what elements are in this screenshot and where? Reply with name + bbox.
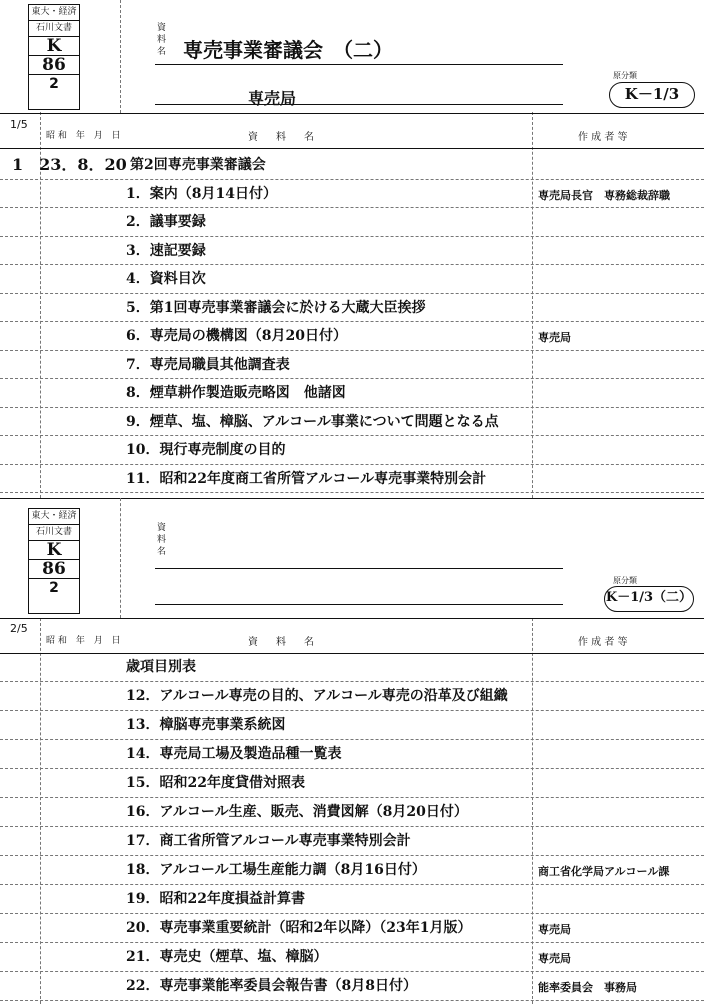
row-divider [0,739,704,740]
archive-stamp [28,4,80,110]
header-author: 作 成 者 等 [578,132,628,143]
stamp-line1: 東大・経済 [29,5,79,21]
header-name-2: 資 料 名 [248,637,318,648]
row-title: 13．樟脳専売事業系統図 [126,717,286,733]
stamp2-line3: K [46,540,62,560]
header-date: 昭和 年 月 日 [46,131,124,141]
stamp-line2: 石川文書 [29,21,79,37]
row-divider [0,971,704,972]
row-title: 4．資料目次 [126,271,206,287]
stamp2-line2: 石川文書 [29,525,79,541]
header-name: 資 料 名 [248,132,318,143]
row-author: 能率委員会 事務局 [538,981,637,994]
row-title: 22．専売事業能率委員会報告書（8月8日付） [126,978,417,994]
header-date-2: 昭和 年 月 日 [46,636,124,646]
row-title: 歳項目別表 [126,659,196,675]
row-divider [0,884,704,885]
row-divider [0,179,704,180]
row-divider [0,492,704,493]
row-title: 9．煙草、塩、樟脳、アルコール事業について問題となる点 [126,413,499,430]
row-title: 第2回専売事業審議会 [130,157,266,173]
row-title: 8．煙草耕作製造販売略図 他諸図 [126,385,346,401]
doc-title: 専売事業審議会 （二） [183,38,393,62]
row-title: 20．専売事業重要統計（昭和2年以降）（23年1月版） [126,920,472,936]
row-title: 17．商工省所管アルコール専売事業特別会計 [126,833,411,849]
stamp-line4: 86 [29,55,79,74]
class-label: 原分類 [613,71,637,80]
row-divider [0,207,704,208]
row-divider [0,826,704,827]
row-divider [0,407,704,408]
row-title: 21．専売史（煙草、塩、樟脳） [126,949,328,965]
row-divider [0,435,704,436]
row-title: 19．昭和22年度損益計算書 [126,891,305,907]
stamp2-line5: 2 [29,578,79,597]
row-divider [0,913,704,914]
row-title: 5．第1回専売事業審議会に於ける大蔵大臣挨拶 [126,299,426,316]
archive-stamp-2 [28,508,80,614]
org-name: 専売局 [248,89,297,108]
row-author: 専売局長官 専務総裁辞職 [538,188,670,202]
row-divider [0,350,704,351]
row-title: 15．昭和22年度貸借対照表 [126,775,305,791]
header-author-2: 作 成 者 等 [578,637,628,648]
stamp-line3: K [46,36,62,56]
header-no-2: 2/5 [10,622,28,635]
row-divider [0,321,704,322]
row-divider [0,464,704,465]
row-author: 専売局 [538,331,571,344]
row-divider [0,710,704,711]
row-author: 専売局 [538,923,571,936]
row-divider [0,293,704,294]
row-title: 6．専売局の機構図（8月20日付） [126,328,347,344]
row-title: 3．速記要録 [126,242,206,259]
doc-label-2: 資料名 [157,523,167,557]
stamp-line5: 2 [29,74,79,93]
row-author: 専売局 [538,952,571,965]
row-divider [0,1000,704,1001]
header-no: 1/5 [10,118,28,131]
stamp2-line1: 東大・経済 [29,509,79,525]
class-label-2: 原分類 [613,576,637,585]
row-divider [0,768,704,769]
row-title: 1．案内（8月14日付） [126,185,277,202]
row-title: 7．専売局職員其他調査表 [126,356,290,373]
row-title: 14．専売局工場及製造品種一覧表 [126,746,342,762]
row-divider [0,264,704,265]
row-title: 10．現行専売制度の目的 [126,442,286,458]
doc-label: 資料名 [157,23,167,57]
row-divider [0,236,704,237]
class-code-2: K－1/3（二） [604,586,694,612]
row-title: 18．アルコール工場生産能力調（8月16日付） [126,862,426,878]
row-author: 商工省化学局アルコール課 [538,865,670,878]
row-divider [0,855,704,856]
row-title: 12．アルコール専売の目的、アルコール専売の沿革及び組織 [126,688,508,704]
class-code: K－1/3 [609,82,695,108]
row-divider [0,942,704,943]
row-title: 2．議事要録 [126,214,206,230]
row-title: 11．昭和22年度商工省所管アルコール専売事業特別会計 [126,470,487,487]
date-entry: 1 23．8．20 [12,155,127,174]
row-divider [0,681,704,682]
row-title: 16．アルコール生産、販売、消費図解（8月20日付） [126,804,468,820]
row-divider [0,797,704,798]
stamp2-line4: 86 [29,559,79,578]
row-divider [0,378,704,379]
